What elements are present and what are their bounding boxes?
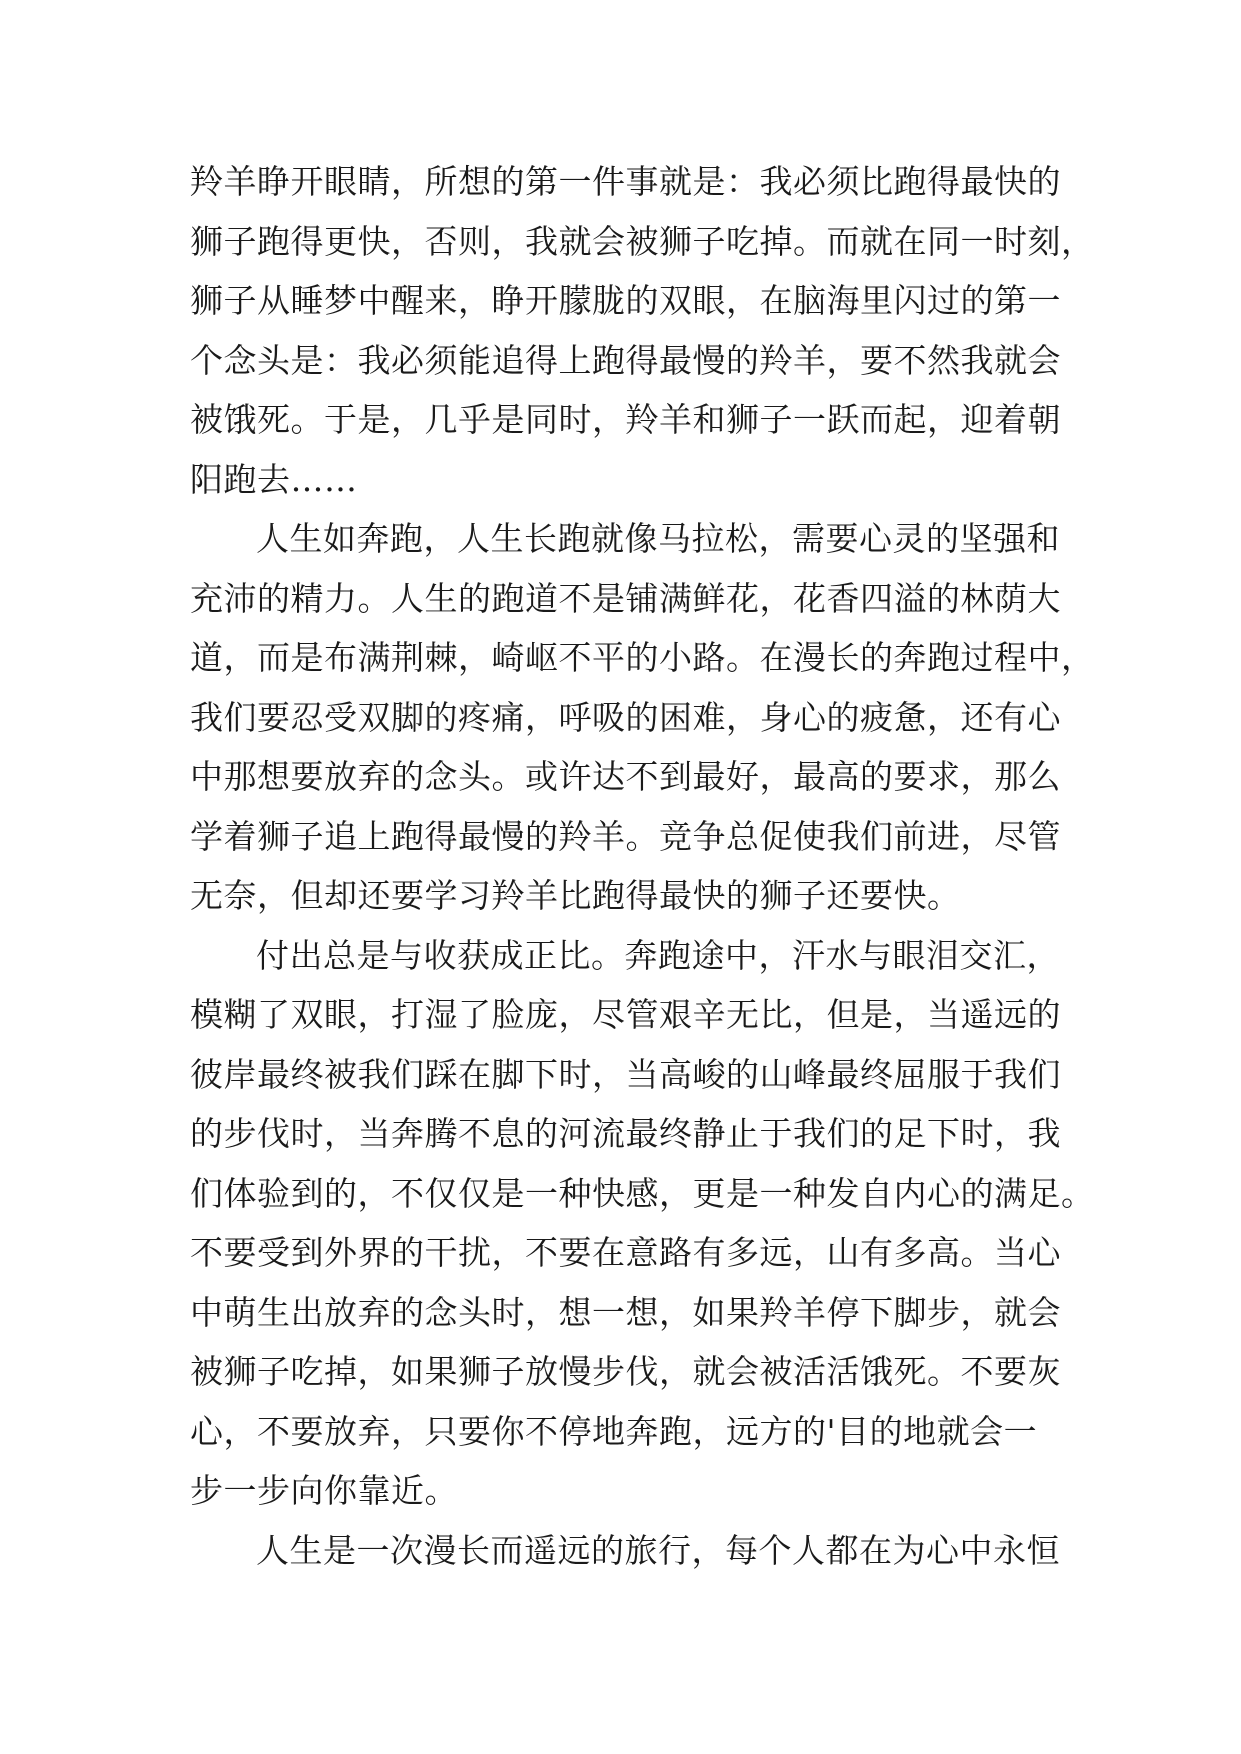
text-line: 个念头是：我必须能追得上跑得最慢的羚羊，要不然我就会 [190, 340, 1061, 380]
text-line: 道，而是布满荆棘，崎岖不平的小路。在漫长的奔跑过程中， [190, 638, 1095, 677]
text-line: 羚羊睁开眼睛，所想的第一件事就是：我必须比跑得最快的 [190, 162, 1061, 201]
text-line: 被饿死。于是，几乎是同时，羚羊和狮子一跃而起，迎着朝 [190, 400, 1061, 439]
text-line: 心，不要放弃，只要你不停地奔跑，远方的'目的地就会一 [190, 1411, 1038, 1451]
text-line: 人生是一次漫长而遥远的旅行，每个人都在为心中永恒 [256, 1530, 1060, 1570]
text-line: 人生如奔跑，人生长跑就像马拉松，需要心灵的坚强和 [256, 519, 1060, 558]
text-line: 的步伐时，当奔腾不息的河流最终静止于我们的足下时，我 [190, 1114, 1061, 1153]
text-line: 步一步向你靠近。 [190, 1471, 458, 1510]
text-line: 付出总是与收获成正比。奔跑途中，汗水与眼泪交汇， [256, 935, 1060, 975]
text-line: 我们要忍受双脚的疼痛，呼吸的困难，身心的疲惫，还有心 [190, 697, 1061, 737]
document-body [190, 152, 1095, 1580]
text-line: 充沛的精力。人生的跑道不是铺满鲜花，花香四溢的林荫大 [190, 578, 1061, 618]
text-line: 不要受到外界的干扰，不要在意路有多远，山有多高。当心 [190, 1233, 1061, 1272]
text-line: 中那想要放弃的念头。或许达不到最好，最高的要求，那么 [190, 757, 1061, 796]
text-line: 狮子从睡梦中醒来，睁开朦胧的双眼，在脑海里闪过的第一 [190, 281, 1061, 320]
text-line: 中萌生出放弃的念头时，想一想，如果羚羊停下脚步，就会 [190, 1292, 1061, 1332]
text-line: 被狮子吃掉，如果狮子放慢步伐，就会被活活饿死。不要灰 [190, 1352, 1061, 1391]
text-line: 学着狮子追上跑得最慢的羚羊。竞争总促使我们前进，尽管 [190, 816, 1061, 856]
text-line: 模糊了双眼，打湿了脸庞，尽管艰辛无比，但是，当遥远的 [190, 995, 1061, 1034]
text-line: 彼岸最终被我们踩在脚下时，当高峻的山峰最终屈服于我们 [190, 1054, 1061, 1094]
text-line: 们体验到的，不仅仅是一种快感，更是一种发自内心的满足。 [190, 1173, 1095, 1213]
text-line: 无奈，但却还要学习羚羊比跑得最快的狮子还要快。 [190, 876, 961, 915]
text-line: 阳跑去…… [190, 459, 358, 499]
text-line: 狮子跑得更快，否则，我就会被狮子吃掉。而就在同一时刻， [190, 221, 1095, 261]
